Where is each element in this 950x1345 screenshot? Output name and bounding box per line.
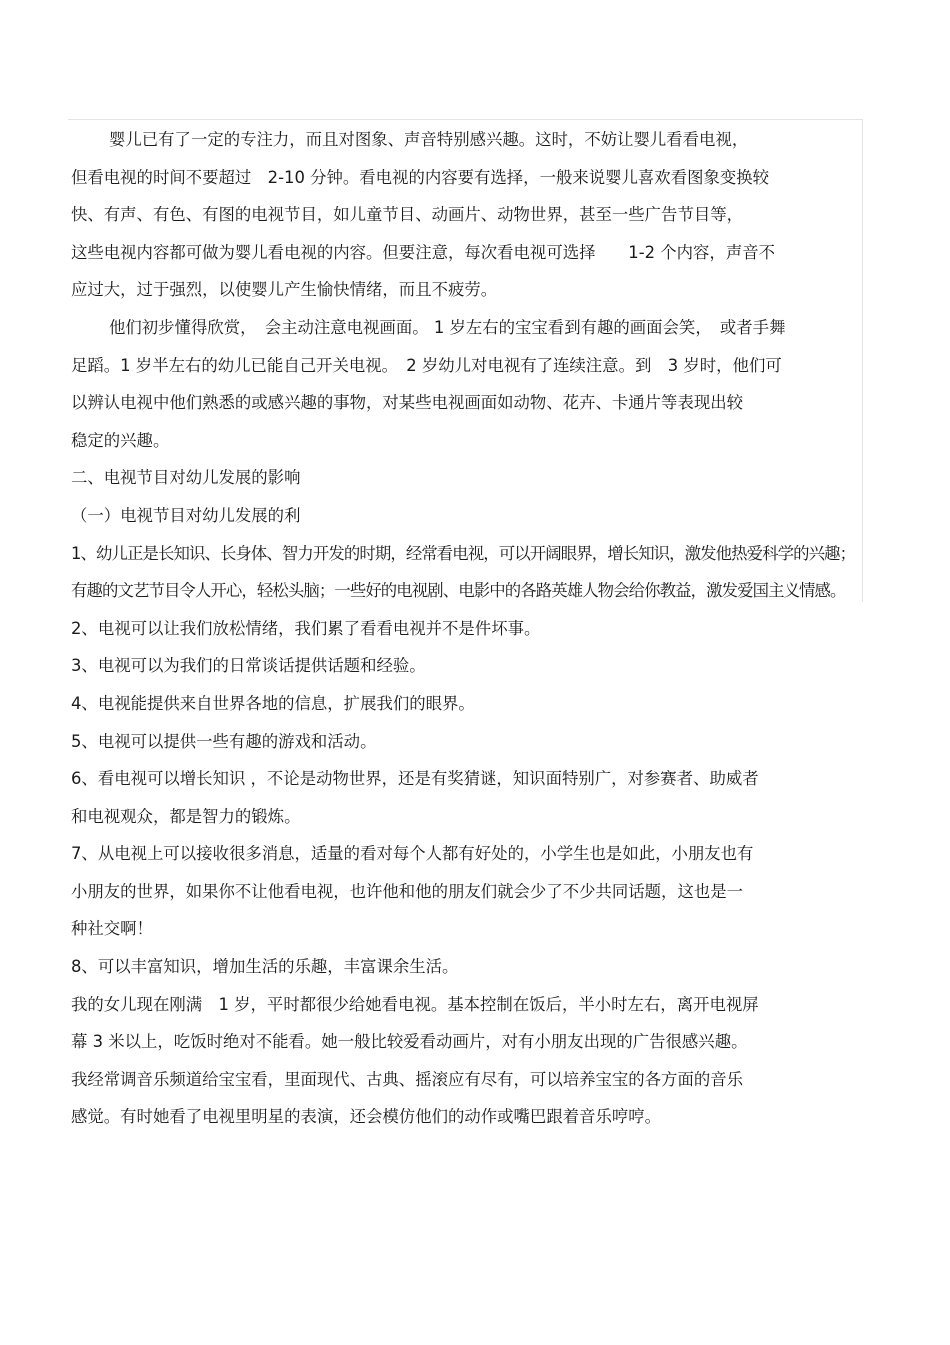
document-body — [71, 121, 863, 1136]
list-item-line: 7、从电视上可以接收很多消息，适量的看对每个人都有好处的，小学生也是如此，小朋友也有 — [71, 844, 754, 864]
paragraph-line: 婴儿已有了一定的专注力，而且对图象、声音特别感兴趣。这时，不妨让婴儿看看电视， — [109, 130, 749, 149]
list-item-line: 和电视观众，都是智力的锻炼。 — [71, 806, 301, 826]
list-item-line: 4、电视能提供来自世界各地的信息，扩展我们的眼界。 — [71, 693, 475, 713]
paragraph-line: 以辨认电视中他们熟悉的或感兴趣的事物，对某些电视画面如动物、花卉、卡通片等表现出较 — [71, 393, 744, 413]
frame-border-top — [68, 119, 863, 120]
subsection-heading: （一）电视节目对幼儿发展的利 — [71, 505, 301, 525]
paragraph-line: 他们初步懂得欣赏， 会主动注意电视画面。 1 岁左右的宝宝看到有趣的画面会笑， 或者手舞 — [109, 317, 786, 337]
list-item-line: 种社交啊！ — [71, 919, 153, 939]
list-item-line: 6、看电视可以增长知识 ，不论是动物世界，还是有奖猜谜，知识面特别广，对参赛者、助威者 — [71, 769, 759, 789]
paragraph-line: 这些电视内容都可做为婴儿看电视的内容。但要注意，每次看电视可选择 1-2 个内容，声音不 — [71, 242, 775, 262]
paragraph-line: 稳定的兴趣。 — [71, 430, 170, 450]
list-item-line: 8、可以丰富知识，增加生活的乐趣，丰富课余生活。 — [71, 957, 459, 977]
paragraph-line: 但看电视的时间不要超过 2-10 分钟。看电视的内容要有选择，一般来说婴儿喜欢看图象变换较 — [71, 167, 770, 187]
list-item-line: 5、电视可以提供一些有趣的游戏和活动。 — [71, 731, 377, 751]
paragraph-line: 我的女儿现在刚满 1 岁，平时都很少给她看电视。基本控制在饭后，半小时左右，离开电视屏 — [71, 994, 759, 1014]
list-item-line: 有趣的文艺节目令人开心，轻松头脑；一些好的电视剧、电影中的各路英雄人物会给你教益，激发爱国主义情感。 — [71, 581, 846, 601]
paragraph-line: 我经常调音乐频道给宝宝看，里面现代、古典、摇滚应有尽有，可以培养宝宝的各方面的音乐 — [71, 1069, 744, 1089]
paragraph-line: 幕 3 米以上，吃饭时绝对不能看。她一般比较爱看动画片，对有小朋友出现的广告很感兴趣。 — [71, 1032, 748, 1052]
paragraph-line: 快、有声、有色、有图的电视节目，如儿童节目、动画片、动物世界，甚至一些广告节目等， — [71, 205, 744, 225]
paragraph-line: 应过大，过于强烈，以使婴儿产生愉快情绪，而且不疲劳。 — [71, 280, 498, 300]
list-item-line: 小朋友的世界，如果你不让他看电视，也许他和他的朋友们就会少了不少共同话题，这也是一 — [71, 881, 744, 901]
paragraph-line: 足蹈。1 岁半左右的幼儿已能自己开关电视。 2 岁幼儿对电视有了连续注意。到 3 岁时，他们可 — [71, 355, 782, 375]
list-item-line: 2、电视可以让我们放松情绪，我们累了看看电视并不是件坏事。 — [71, 618, 541, 638]
paragraph-line: 感觉。有时她看了电视里明星的表演，还会模仿他们的动作或嘴巴跟着音乐哼哼。 — [71, 1107, 662, 1127]
list-item-line: 1、幼儿正是长知识、长身体、智力开发的时期，经常看电视，可以开阔眼界，增长知识，激发他热爱科学的兴趣； — [71, 543, 856, 563]
list-item-line: 3、电视可以为我们的日常谈话提供话题和经验。 — [71, 656, 426, 676]
section-heading: 二、电视节目对幼儿发展的影响 — [71, 468, 301, 488]
